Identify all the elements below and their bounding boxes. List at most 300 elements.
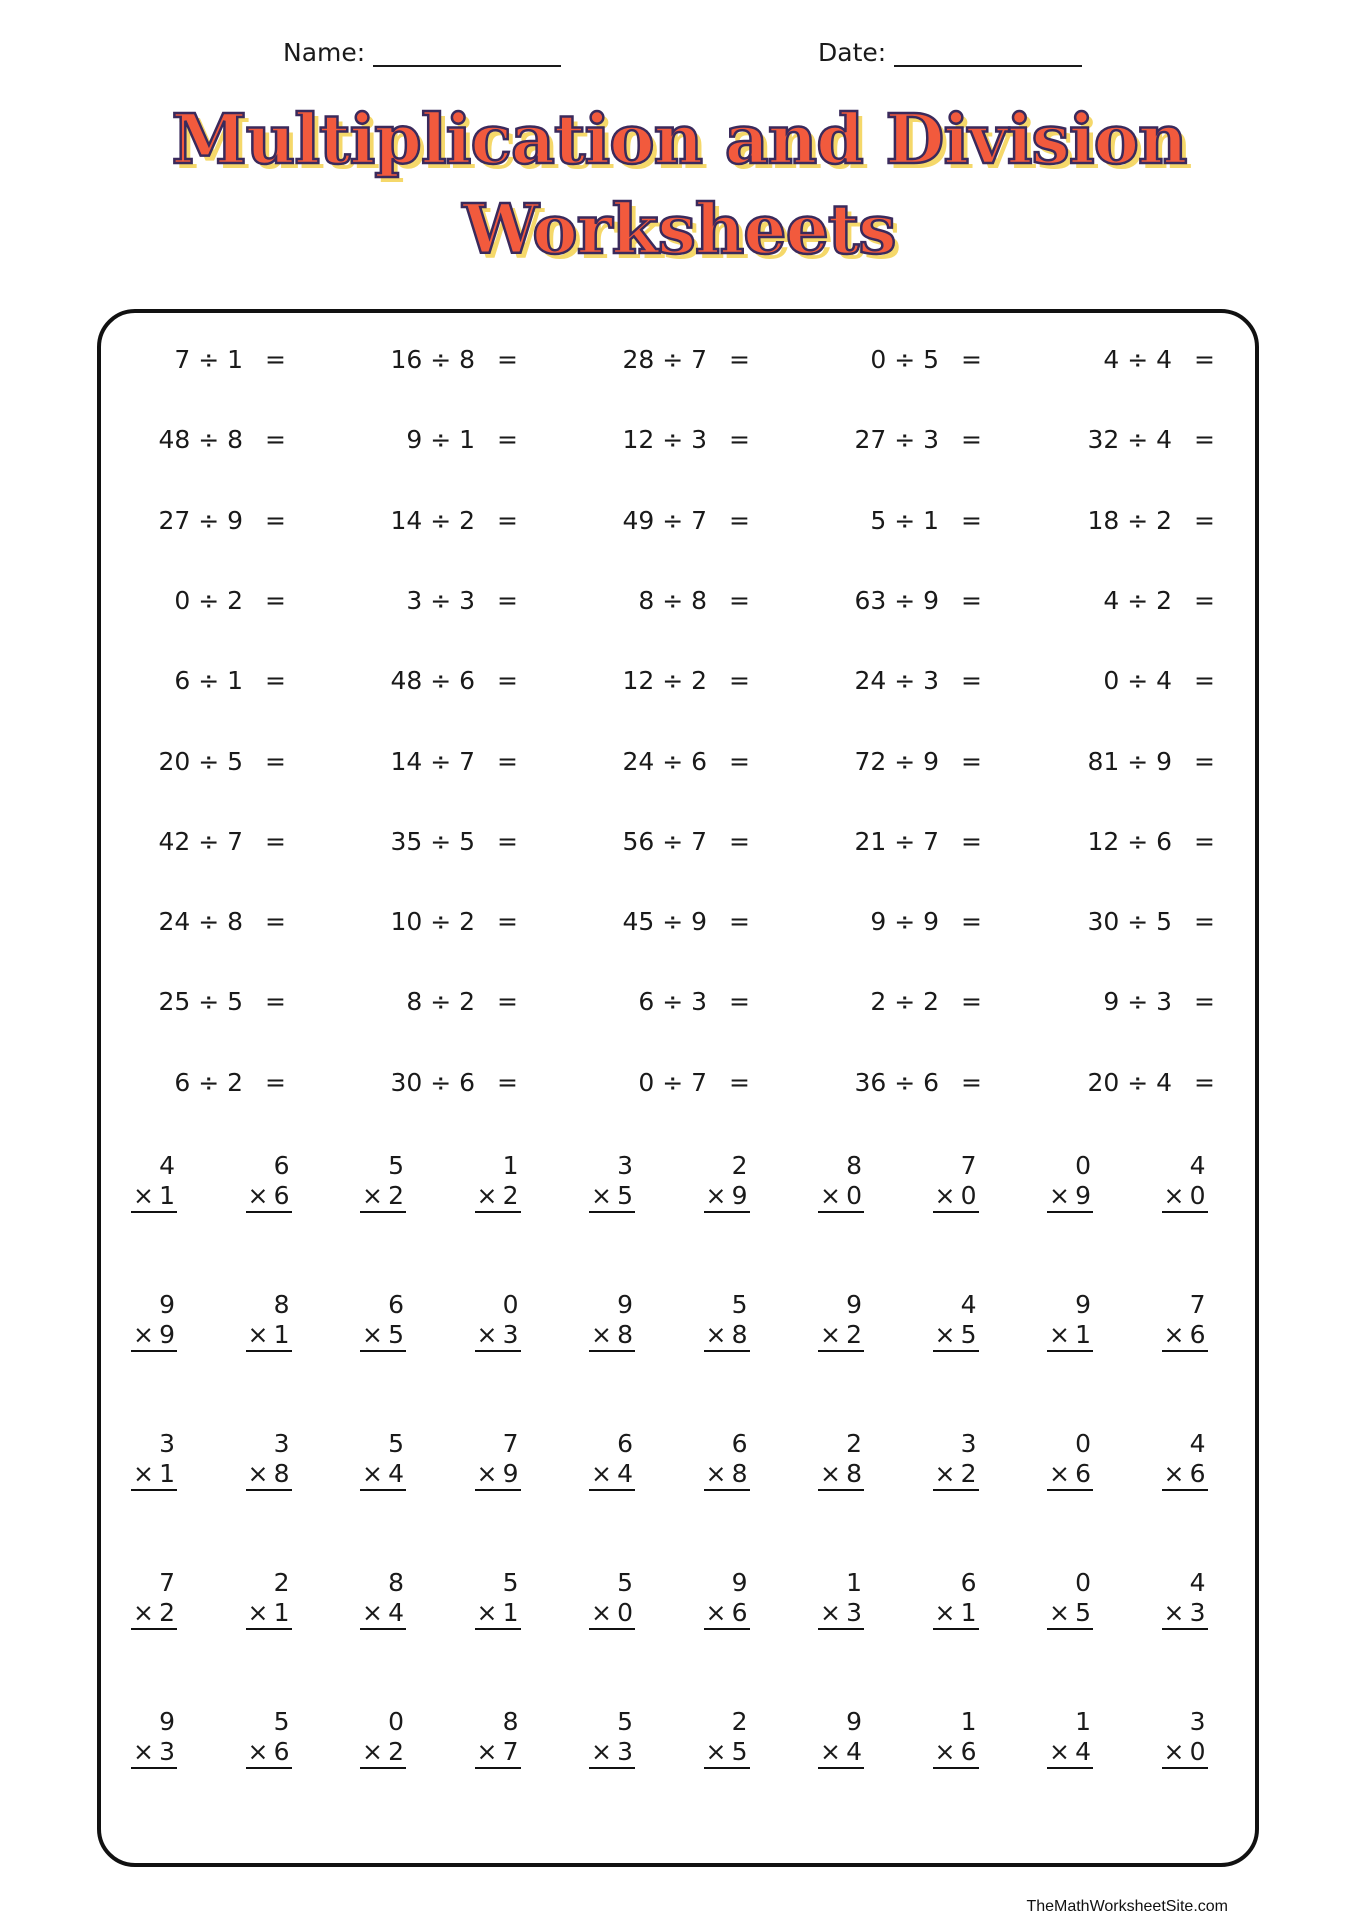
multiplier: 8 <box>731 1320 748 1349</box>
equals-sign: = <box>729 505 750 535</box>
multiplier-line <box>933 1320 979 1352</box>
times-sign: × <box>591 1459 612 1488</box>
multiplier: 2 <box>388 1737 404 1766</box>
equals-sign: = <box>961 425 982 455</box>
multiplicand: 9 <box>731 1568 748 1597</box>
multiplicand: 5 <box>273 1707 290 1736</box>
times-sign: × <box>476 1459 498 1488</box>
multiplier: 6 <box>960 1737 977 1766</box>
equals-sign: = <box>497 907 518 937</box>
multiplier-line <box>1047 1598 1093 1630</box>
division-expression: 48 ÷ 6 <box>390 666 475 696</box>
equals-sign: = <box>265 345 286 374</box>
multiplier-line <box>1047 1320 1093 1352</box>
times-sign: × <box>133 1459 154 1488</box>
multiplier: 9 <box>1075 1181 1091 1210</box>
division-problem <box>1044 666 1215 696</box>
equals-sign: = <box>729 425 750 455</box>
division-problem <box>1044 506 1215 536</box>
equals-sign: = <box>729 666 750 696</box>
division-problem <box>115 1068 286 1098</box>
division-problem <box>115 987 286 1017</box>
times-sign: × <box>133 1598 154 1627</box>
multiplier: 8 <box>731 1459 748 1488</box>
division-expression: 28 ÷ 7 <box>622 345 707 374</box>
division-expression: 24 ÷ 8 <box>158 907 243 937</box>
division-expression: 9 ÷ 1 <box>406 425 475 455</box>
division-expression: 18 ÷ 2 <box>1087 505 1172 535</box>
division-problem <box>347 907 518 937</box>
multiplicand: 1 <box>502 1151 519 1180</box>
multiplier: 1 <box>159 1459 175 1488</box>
equals-sign: = <box>265 505 286 535</box>
multiplication-problem <box>246 1151 292 1213</box>
multiplier-line <box>131 1459 177 1491</box>
times-sign: × <box>476 1181 498 1210</box>
division-expression: 36 ÷ 6 <box>854 1067 939 1097</box>
times-sign: × <box>247 1737 269 1766</box>
division-expression: 0 ÷ 4 <box>1103 666 1172 696</box>
equals-sign: = <box>729 907 750 937</box>
equals-sign: = <box>961 505 982 535</box>
times-sign: × <box>934 1320 956 1349</box>
multiplication-problem <box>933 1151 979 1213</box>
multiplication-problem <box>818 1151 864 1213</box>
times-sign: × <box>820 1737 841 1766</box>
multiplication-problem <box>360 1568 406 1630</box>
multiplier-line <box>360 1737 406 1769</box>
division-expression: 42 ÷ 7 <box>158 826 243 856</box>
multiplicand: 0 <box>1075 1568 1091 1597</box>
times-sign: × <box>476 1598 498 1627</box>
division-expression: 6 ÷ 3 <box>638 987 707 1017</box>
multiplier-line <box>1047 1181 1093 1213</box>
division-expression: 48 ÷ 8 <box>158 425 243 455</box>
multiplication-problem <box>818 1707 864 1769</box>
multiplier: 0 <box>1189 1181 1206 1210</box>
multiplicand: 5 <box>617 1568 633 1597</box>
division-problem <box>579 666 750 696</box>
multiplication-problem <box>131 1568 177 1630</box>
equals-sign: = <box>961 746 982 776</box>
division-expression: 4 ÷ 2 <box>1103 585 1172 615</box>
multiplicand: 1 <box>960 1707 977 1736</box>
division-problem <box>1044 1068 1215 1098</box>
multiplicand: 1 <box>1075 1707 1091 1736</box>
equals-sign: = <box>1194 585 1215 615</box>
times-sign: × <box>476 1320 498 1349</box>
times-sign: × <box>934 1737 956 1766</box>
multiplier: 4 <box>617 1459 633 1488</box>
times-sign: × <box>705 1737 727 1766</box>
division-problem <box>579 747 750 777</box>
multiplication-problem <box>131 1151 177 1213</box>
times-sign: × <box>820 1459 841 1488</box>
multiplication-problem <box>360 1707 406 1769</box>
equals-sign: = <box>265 666 286 696</box>
multiplier: 5 <box>731 1737 748 1766</box>
multiplier: 1 <box>159 1181 175 1210</box>
division-problem <box>1044 425 1215 455</box>
multiplication-problem <box>933 1429 979 1491</box>
equals-sign: = <box>265 425 286 455</box>
multiplier: 1 <box>960 1598 977 1627</box>
division-problem <box>347 1068 518 1098</box>
times-sign: × <box>591 1737 612 1766</box>
times-sign: × <box>1049 1737 1070 1766</box>
multiplicand: 4 <box>159 1151 175 1180</box>
multiplier: 2 <box>502 1181 519 1210</box>
equals-sign: = <box>729 345 750 374</box>
equals-sign: = <box>961 987 982 1017</box>
division-problem <box>579 987 750 1017</box>
multiplier-line <box>475 1737 521 1769</box>
division-problem <box>579 425 750 455</box>
multiplicand: 7 <box>960 1151 977 1180</box>
division-problem <box>1044 907 1215 937</box>
multiplier-line <box>818 1598 864 1630</box>
times-sign: × <box>705 1598 727 1627</box>
division-expression: 6 ÷ 2 <box>174 1067 243 1097</box>
multiplier: 0 <box>617 1598 633 1627</box>
division-expression: 2 ÷ 2 <box>870 987 939 1017</box>
multiplicand: 2 <box>846 1429 862 1458</box>
equals-sign: = <box>497 425 518 455</box>
multiplicand: 3 <box>617 1151 633 1180</box>
division-problem <box>1044 827 1215 857</box>
equals-sign: = <box>265 1067 286 1097</box>
equals-sign: = <box>497 826 518 856</box>
division-expression: 8 ÷ 2 <box>406 987 475 1017</box>
division-expression: 4 ÷ 4 <box>1103 345 1172 374</box>
multiplication-problem <box>1047 1429 1093 1491</box>
equals-sign: = <box>265 746 286 776</box>
multiplication-problem <box>589 1707 635 1769</box>
times-sign: × <box>362 1598 383 1627</box>
equals-sign: = <box>961 1067 982 1097</box>
multiplicand: 0 <box>1075 1151 1091 1180</box>
division-problem <box>115 907 286 937</box>
division-problem <box>579 345 750 375</box>
name-field[interactable] <box>283 38 561 67</box>
multiplier: 3 <box>159 1737 175 1766</box>
division-problem <box>811 586 982 616</box>
division-expression: 9 ÷ 9 <box>870 907 939 937</box>
multiplier-line <box>360 1320 406 1352</box>
multiplier-line <box>818 1181 864 1213</box>
page-title-line-1: Multiplication and Division <box>171 100 1187 180</box>
multiplier: 6 <box>1075 1459 1091 1488</box>
multiplication-problem <box>818 1429 864 1491</box>
division-expression: 72 ÷ 9 <box>854 746 939 776</box>
times-sign: × <box>820 1598 841 1627</box>
multiplication-problem <box>360 1290 406 1352</box>
equals-sign: = <box>1194 345 1215 374</box>
equals-sign: = <box>265 585 286 615</box>
multiplier: 2 <box>846 1320 862 1349</box>
multiplier-line <box>360 1598 406 1630</box>
division-problem <box>347 827 518 857</box>
division-problem <box>579 827 750 857</box>
equals-sign: = <box>497 345 518 374</box>
multiplier: 6 <box>731 1598 748 1627</box>
multiplier: 4 <box>1075 1737 1091 1766</box>
multiplicand: 3 <box>159 1429 175 1458</box>
multiplication-problem <box>1047 1707 1093 1769</box>
multiplier-line <box>360 1459 406 1491</box>
division-problem <box>811 1068 982 1098</box>
multiplier: 1 <box>1075 1320 1091 1349</box>
division-expression: 20 ÷ 4 <box>1087 1067 1172 1097</box>
equals-sign: = <box>1194 907 1215 937</box>
equals-sign: = <box>729 585 750 615</box>
multiplier: 2 <box>159 1598 175 1627</box>
multiplier-line <box>1162 1320 1208 1352</box>
division-expression: 16 ÷ 8 <box>390 345 475 374</box>
multiplicand: 9 <box>846 1707 862 1736</box>
division-expression: 12 ÷ 3 <box>622 425 707 455</box>
multiplicand: 5 <box>388 1151 404 1180</box>
division-problem <box>115 425 286 455</box>
division-expression: 3 ÷ 3 <box>406 585 475 615</box>
multiplication-problem <box>131 1429 177 1491</box>
times-sign: × <box>1163 1320 1185 1349</box>
multiplication-problem <box>246 1429 292 1491</box>
multiplication-problem <box>1047 1568 1093 1630</box>
division-problem <box>579 506 750 536</box>
multiplier-line <box>246 1598 292 1630</box>
multiplicand: 2 <box>273 1568 290 1597</box>
division-expression: 45 ÷ 9 <box>622 907 707 937</box>
multiplier: 8 <box>273 1459 290 1488</box>
multiplicand: 7 <box>159 1568 175 1597</box>
multiplicand: 5 <box>388 1429 404 1458</box>
multiplication-problem <box>475 1568 521 1630</box>
multiplier: 5 <box>388 1320 404 1349</box>
equals-sign: = <box>961 826 982 856</box>
multiplication-problem <box>1047 1151 1093 1213</box>
multiplication-problem <box>589 1290 635 1352</box>
multiplier-line <box>704 1181 750 1213</box>
multiplier-line <box>589 1459 635 1491</box>
multiplication-problem <box>1162 1151 1208 1213</box>
multiplicand: 0 <box>1075 1429 1091 1458</box>
multiplier: 3 <box>502 1320 519 1349</box>
division-problem <box>115 666 286 696</box>
division-expression: 12 ÷ 2 <box>622 666 707 696</box>
multiplier: 5 <box>960 1320 977 1349</box>
division-problem <box>347 666 518 696</box>
multiplication-problem <box>475 1151 521 1213</box>
times-sign: × <box>820 1320 841 1349</box>
times-sign: × <box>591 1598 612 1627</box>
multiplicand: 3 <box>273 1429 290 1458</box>
equals-sign: = <box>961 907 982 937</box>
multiplier: 6 <box>273 1737 290 1766</box>
multiplication-problem <box>1162 1290 1208 1352</box>
times-sign: × <box>247 1181 269 1210</box>
multiplication-problem <box>360 1151 406 1213</box>
multiplier-line <box>933 1737 979 1769</box>
times-sign: × <box>705 1459 727 1488</box>
multiplier: 8 <box>617 1320 633 1349</box>
division-problem <box>115 506 286 536</box>
division-problem <box>347 506 518 536</box>
multiplicand: 9 <box>617 1290 633 1319</box>
multiplicand: 2 <box>731 1707 748 1736</box>
multiplier-line <box>1162 1737 1208 1769</box>
multiplier-line <box>818 1737 864 1769</box>
multiplier: 4 <box>846 1737 862 1766</box>
problems-panel <box>97 309 1259 1867</box>
multiplication-problem <box>475 1290 521 1352</box>
division-expression: 32 ÷ 4 <box>1087 425 1172 455</box>
multiplicand: 4 <box>1189 1151 1206 1180</box>
multiplier-line <box>131 1181 177 1213</box>
multiplier-line <box>589 1598 635 1630</box>
multiplier-line <box>246 1320 292 1352</box>
division-expression: 27 ÷ 3 <box>854 425 939 455</box>
multiplicand: 8 <box>388 1568 404 1597</box>
multiplier: 9 <box>159 1320 175 1349</box>
times-sign: × <box>705 1181 727 1210</box>
equals-sign: = <box>1194 987 1215 1017</box>
multiplication-problem <box>246 1568 292 1630</box>
multiplier: 6 <box>1189 1459 1206 1488</box>
division-problem <box>115 586 286 616</box>
division-problem <box>1044 747 1215 777</box>
multiplier-line <box>246 1181 292 1213</box>
multiplier-line <box>475 1598 521 1630</box>
multiplier-line <box>933 1459 979 1491</box>
division-problem <box>347 586 518 616</box>
times-sign: × <box>247 1598 269 1627</box>
equals-sign: = <box>497 987 518 1017</box>
times-sign: × <box>1163 1737 1185 1766</box>
multiplication-problem <box>475 1707 521 1769</box>
equals-sign: = <box>1194 425 1215 455</box>
times-sign: × <box>362 1459 383 1488</box>
equals-sign: = <box>265 987 286 1017</box>
division-problem <box>1044 586 1215 616</box>
multiplier-line <box>589 1181 635 1213</box>
equals-sign: = <box>497 666 518 696</box>
multiplication-problem <box>589 1151 635 1213</box>
times-sign: × <box>133 1737 154 1766</box>
multiplier: 1 <box>502 1598 519 1627</box>
equals-sign: = <box>961 585 982 615</box>
multiplicand: 8 <box>502 1707 519 1736</box>
times-sign: × <box>362 1737 383 1766</box>
division-problem <box>811 506 982 536</box>
times-sign: × <box>133 1181 154 1210</box>
multiplier-line <box>1162 1459 1208 1491</box>
date-field[interactable] <box>818 38 1082 67</box>
multiplier-line <box>704 1459 750 1491</box>
multiplicand: 6 <box>273 1151 290 1180</box>
multiplication-problem <box>818 1290 864 1352</box>
division-problem <box>811 425 982 455</box>
multiplication-problem <box>933 1707 979 1769</box>
multiplier-line <box>246 1459 292 1491</box>
equals-sign: = <box>265 826 286 856</box>
division-problem <box>115 747 286 777</box>
multiplication-problem <box>704 1290 750 1352</box>
division-expression: 63 ÷ 9 <box>854 585 939 615</box>
multiplication-problem <box>360 1429 406 1491</box>
division-problem <box>115 827 286 857</box>
multiplier-line <box>1047 1459 1093 1491</box>
multiplier-line <box>1162 1598 1208 1630</box>
equals-sign: = <box>1194 746 1215 776</box>
division-problem <box>347 987 518 1017</box>
division-expression: 5 ÷ 1 <box>870 505 939 535</box>
multiplication-problem <box>704 1707 750 1769</box>
equals-sign: = <box>1194 826 1215 856</box>
times-sign: × <box>820 1181 841 1210</box>
division-expression: 81 ÷ 9 <box>1087 746 1172 776</box>
multiplier: 1 <box>273 1598 290 1627</box>
division-problem <box>811 827 982 857</box>
multiplicand: 3 <box>1189 1707 1206 1736</box>
equals-sign: = <box>729 826 750 856</box>
times-sign: × <box>934 1598 956 1627</box>
multiplicand: 2 <box>731 1151 748 1180</box>
name-line[interactable] <box>373 41 561 67</box>
equals-sign: = <box>497 1067 518 1097</box>
multiplier-line <box>818 1459 864 1491</box>
division-expression: 30 ÷ 5 <box>1087 907 1172 937</box>
multiplicand: 3 <box>960 1429 977 1458</box>
division-expression: 24 ÷ 6 <box>622 746 707 776</box>
equals-sign: = <box>961 345 982 374</box>
division-expression: 27 ÷ 9 <box>158 505 243 535</box>
date-line[interactable] <box>894 41 1082 67</box>
multiplicand: 6 <box>960 1568 977 1597</box>
multiplier: 3 <box>617 1737 633 1766</box>
multiplier: 3 <box>1189 1598 1206 1627</box>
division-problem <box>115 345 286 375</box>
division-expression: 30 ÷ 6 <box>390 1067 475 1097</box>
multiplicand: 6 <box>388 1290 404 1319</box>
division-problem <box>811 987 982 1017</box>
multiplier: 8 <box>846 1459 862 1488</box>
multiplication-problem <box>1047 1290 1093 1352</box>
multiplier: 0 <box>960 1181 977 1210</box>
multiplier-line <box>475 1459 521 1491</box>
multiplicand: 9 <box>846 1290 862 1319</box>
equals-sign: = <box>497 585 518 615</box>
division-problem <box>1044 987 1215 1017</box>
multiplicand: 8 <box>273 1290 290 1319</box>
times-sign: × <box>247 1320 269 1349</box>
multiplier-line <box>704 1320 750 1352</box>
multiplier: 0 <box>846 1181 862 1210</box>
division-problem <box>579 907 750 937</box>
multiplier-line <box>933 1181 979 1213</box>
multiplier-line <box>360 1181 406 1213</box>
times-sign: × <box>934 1459 956 1488</box>
division-expression: 0 ÷ 5 <box>870 345 939 374</box>
multiplier: 2 <box>960 1459 977 1488</box>
multiplier: 9 <box>731 1181 748 1210</box>
multiplicand: 9 <box>159 1290 175 1319</box>
multiplier: 4 <box>388 1598 404 1627</box>
multiplication-problem <box>704 1568 750 1630</box>
multiplier-line <box>704 1598 750 1630</box>
equals-sign: = <box>497 505 518 535</box>
multiplier-line <box>704 1737 750 1769</box>
